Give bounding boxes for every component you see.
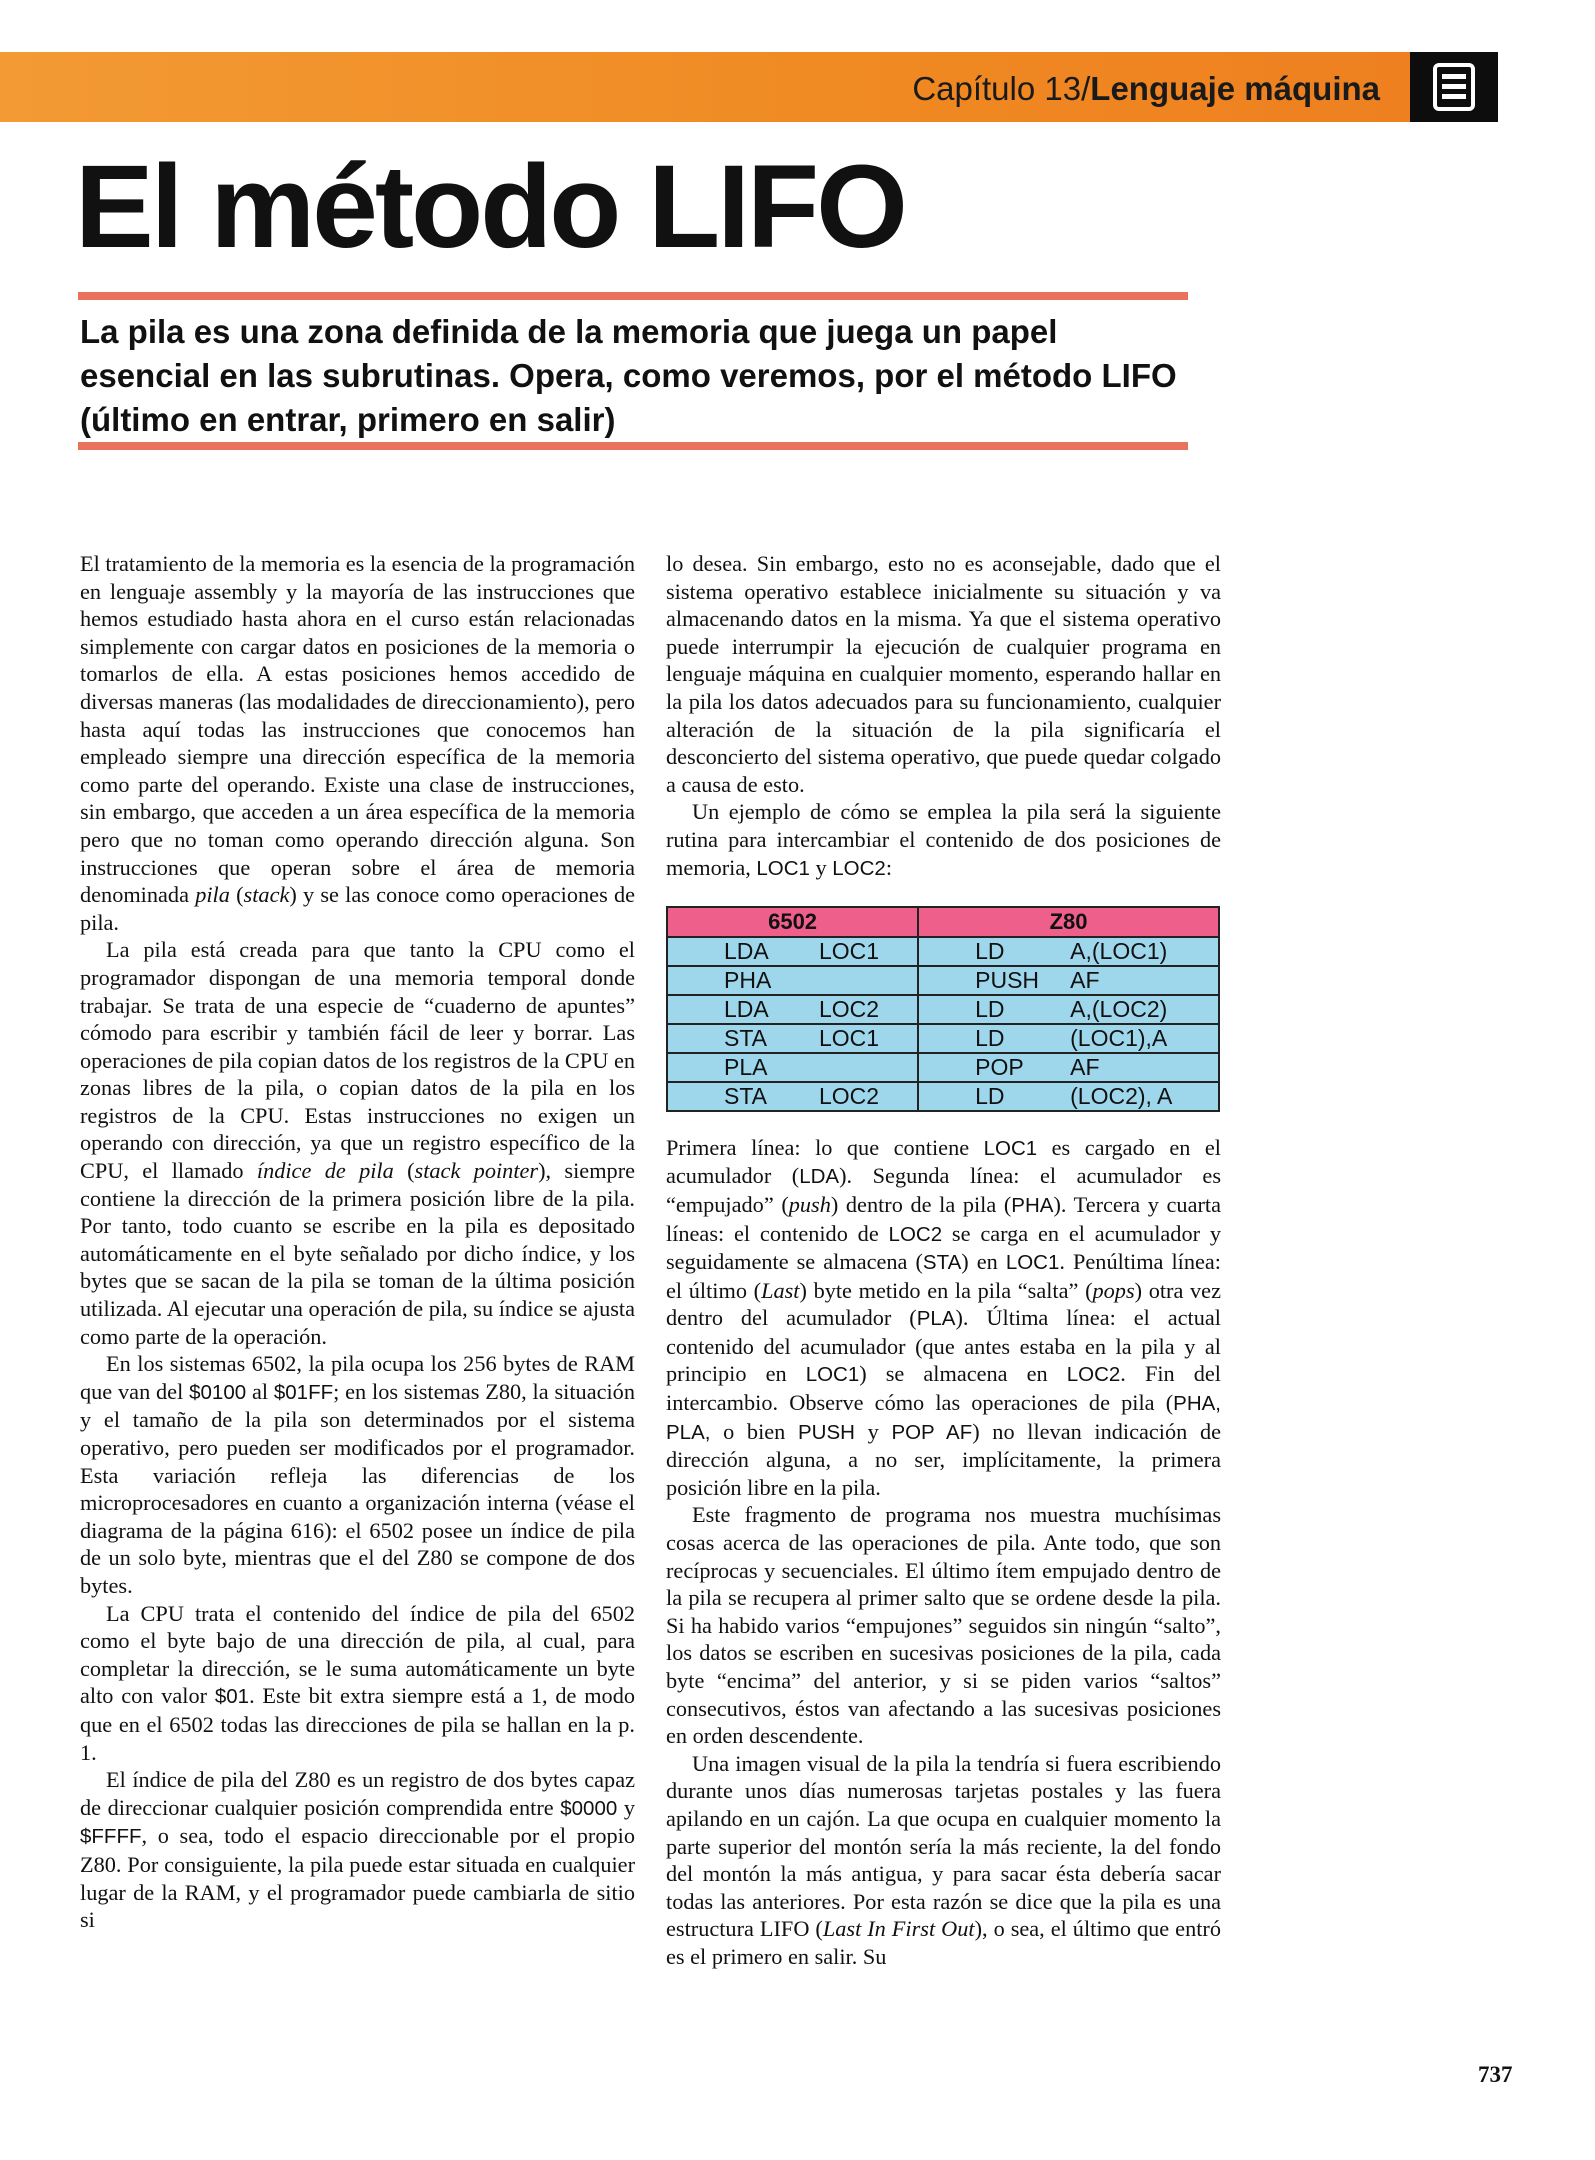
page-number: 737	[1478, 2062, 1513, 2087]
cell-6502: STA LOC1	[667, 1024, 918, 1053]
paragraph: Primera línea: lo que contiene LOC1 es cargado en el acumulador (LDA). Segunda línea: el acumulador es “empujado” (push) dentro de la pila (PHA). Tercera y cuarta líneas: el contenido de LOC2 se carga en el acumulador y seguidamente se almacena (STA) en LOC1. Penúltima línea: el último (Last) byte metido en la pila “salta” (pops) otra vez dentro del acumulador (PLA). Última línea: el actual contenido del acumulador (que antes estaba en la pila y al principio en LOC1) se almacena en LOC2. Fin del intercambio. Observe cómo las operaciones de pila (PHA, PLA, o bien PUSH y POP AF) no llevan indicación de dirección alguna, a no ser, implícitamente, la primera posición libre en la pila.	[666, 1134, 1221, 1500]
header-6502: 6502	[667, 907, 918, 937]
cell-z80: POP AF	[918, 1053, 1219, 1082]
paragraph: Una imagen visual de la pila la tendría si fuera escribiendo durante unos días numerosas tarjetas postales y las fuera apilando en un cajón. La que ocupa en cualquier momento la parte superior del montón sería la más reciente, la del fondo del montón la más antigua, y para sacar ésta debería sacar todas las anteriores. Por esta razón se dice que la pila es una estructura LIFO (Last In First Out), o sea, el último que entró es el primero en salir. Su	[666, 1750, 1221, 1969]
chapter-prefix: Capítulo 13/	[912, 70, 1091, 107]
table-row	[667, 937, 1219, 966]
title-rule-bottom	[78, 442, 1188, 450]
cell-z80: LD A,(LOC1)	[918, 937, 1219, 966]
table-row	[667, 1082, 1219, 1111]
computer-book-icon	[1432, 62, 1476, 112]
paragraph: La CPU trata el contenido del índice de pila del 6502 como el byte bajo de una dirección de pila, al cual, para completar la dirección, se le suma automáticamente un byte alto con valor $01. Este bit extra siempre está a 1, de modo que en el 6502 todas las direcciones de pila se hallan en la p. 1.	[80, 1600, 635, 1765]
column-right	[666, 550, 1221, 1971]
logo-box	[1410, 52, 1498, 122]
page-title: El método LIFO	[75, 141, 905, 273]
column-left	[80, 550, 635, 1934]
paragraph: En los sistemas 6502, la pila ocupa los 256 bytes de RAM que van del $0100 al $01FF; en los sistemas Z80, la situación y el tamaño de la pila son determinados por el sistema operativo, pero pueden ser modificados por el programador. Esta variación refleja las diferencias de los microprocesadores en cuanto a organización interna (véase el diagrama de la página 616): el 6502 posee un índice de pila de un solo byte, mientras que el del Z80 se compone de dos bytes.	[80, 1351, 635, 1598]
cell-6502: PLA	[667, 1053, 918, 1082]
chapter-heading	[912, 70, 1380, 108]
cell-z80: PUSH AF	[918, 966, 1219, 995]
table-row	[667, 1053, 1219, 1082]
paragraph: Un ejemplo de cómo se emplea la pila será la siguiente rutina para intercambiar el contenido de dos posiciones de memoria, LOC1 y LOC2:	[666, 799, 1221, 880]
title-rule-top	[78, 292, 1188, 300]
table-row	[667, 995, 1219, 1024]
paragraph: El índice de pila del Z80 es un registro de dos bytes capaz de direccionar cualquier posición comprendida entre $0000 y $FFFF, o sea, todo el espacio direccionable por el propio Z80. Por consiguiente, la pila puede estar situada en cualquier lugar de la RAM, y el programador puede cambiarla de sitio si	[80, 1767, 635, 1933]
header-z80: Z80	[918, 907, 1219, 937]
paragraph: lo desea. Sin embargo, esto no es aconsejable, dado que el sistema operativo establece inicialmente su situación y va almacenando datos en la misma. Ya que el sistema operativo puede interrumpir la ejecución de cualquier programa en lenguaje máquina en cualquier momento, esperando hallar en la pila los datos adecuados para su funcionamiento, cualquier alteración de la situación de la pila significaría el desconcierto del sistema operativo, que puede quedar colgado a causa de esto.	[666, 551, 1221, 797]
cell-6502: STA LOC2	[667, 1082, 918, 1111]
paragraph: El tratamiento de la memoria es la esencia de la programación en lenguaje assembly y la mayoría de las instrucciones que hemos estudiado hasta ahora en el curso están relacionadas simplemente con cargar datos en posiciones de la memoria o tomarlos de ella. A estas posiciones hemos accedido de diversas maneras (las modalidades de direccionamiento), pero hasta aquí todas las instrucciones que conocemos han empleado siempre una dirección específica de la memoria como parte del operando. Existe una clase de instrucciones, sin embargo, que acceden a un área específica de la memoria pero que no toman como operando dirección alguna. Son instrucciones que operan sobre el área de memoria denominada pila (stack) y se las conoce como operaciones de pila.	[80, 551, 636, 935]
table-row	[667, 1024, 1219, 1053]
code-table-header	[667, 907, 1219, 937]
paragraph: La pila está creada para que tanto la CPU como el programador dispongan de una memoria temporal donde trabajar. Se trata de una especie de “cuaderno de apuntes” cómodo para escribir y también fácil de leer y borrar. Las operaciones de pila copian datos de los registros de la CPU en zonas libres de la pila, o copian datos de la pila en los registros de la CPU. Estas instrucciones no exigen un operando con dirección, ya que un registro específico de la CPU, el llamado índice de pila (stack pointer), siempre contiene la dirección de la primera posición libre de la pila. Por tanto, todo cuanto se escribe en la pila es depositado automáticamente en el byte señalado por dicho índice, y los bytes que se sacan de la pila se toman de la última posición utilizada. Al ejecutar una operación de pila, su índice se ajusta como parte de la operación.	[80, 937, 636, 1349]
lead-paragraph: La pila es una zona definida de la memoria que juega un papel esencial en las subrutinas. Opera, como veremos, por el método LIFO (último en entrar, primero en salir)	[80, 313, 1177, 438]
cell-6502: LDA LOC2	[667, 995, 918, 1024]
paragraph: Este fragmento de programa nos muestra muchísimas cosas acerca de las operaciones de pila. Ante todo, que son recíprocas y secuenciales. El último ítem empujado dentro de la pila se recupera al primer salto que se ordene desde la pila. Si ha habido varios “empujones” seguidos sin ningún “salto”, los datos se escriben en sucesivas posiciones de la pila, cada byte “encima” del anterior, y si se piden varios “saltos” consecutivos, éstos van afectando a las sucesivas posiciones en orden descendente.	[666, 1502, 1221, 1749]
table-row	[667, 966, 1219, 995]
cell-6502: LDA LOC1	[667, 937, 918, 966]
chapter-title: Lenguaje máquina	[1090, 70, 1380, 107]
cell-6502: PHA	[667, 966, 918, 995]
cell-z80: LD (LOC2), A	[918, 1082, 1219, 1111]
code-table	[666, 906, 1220, 1112]
cell-z80: LD (LOC1),A	[918, 1024, 1219, 1053]
cell-z80: LD A,(LOC2)	[918, 995, 1219, 1024]
